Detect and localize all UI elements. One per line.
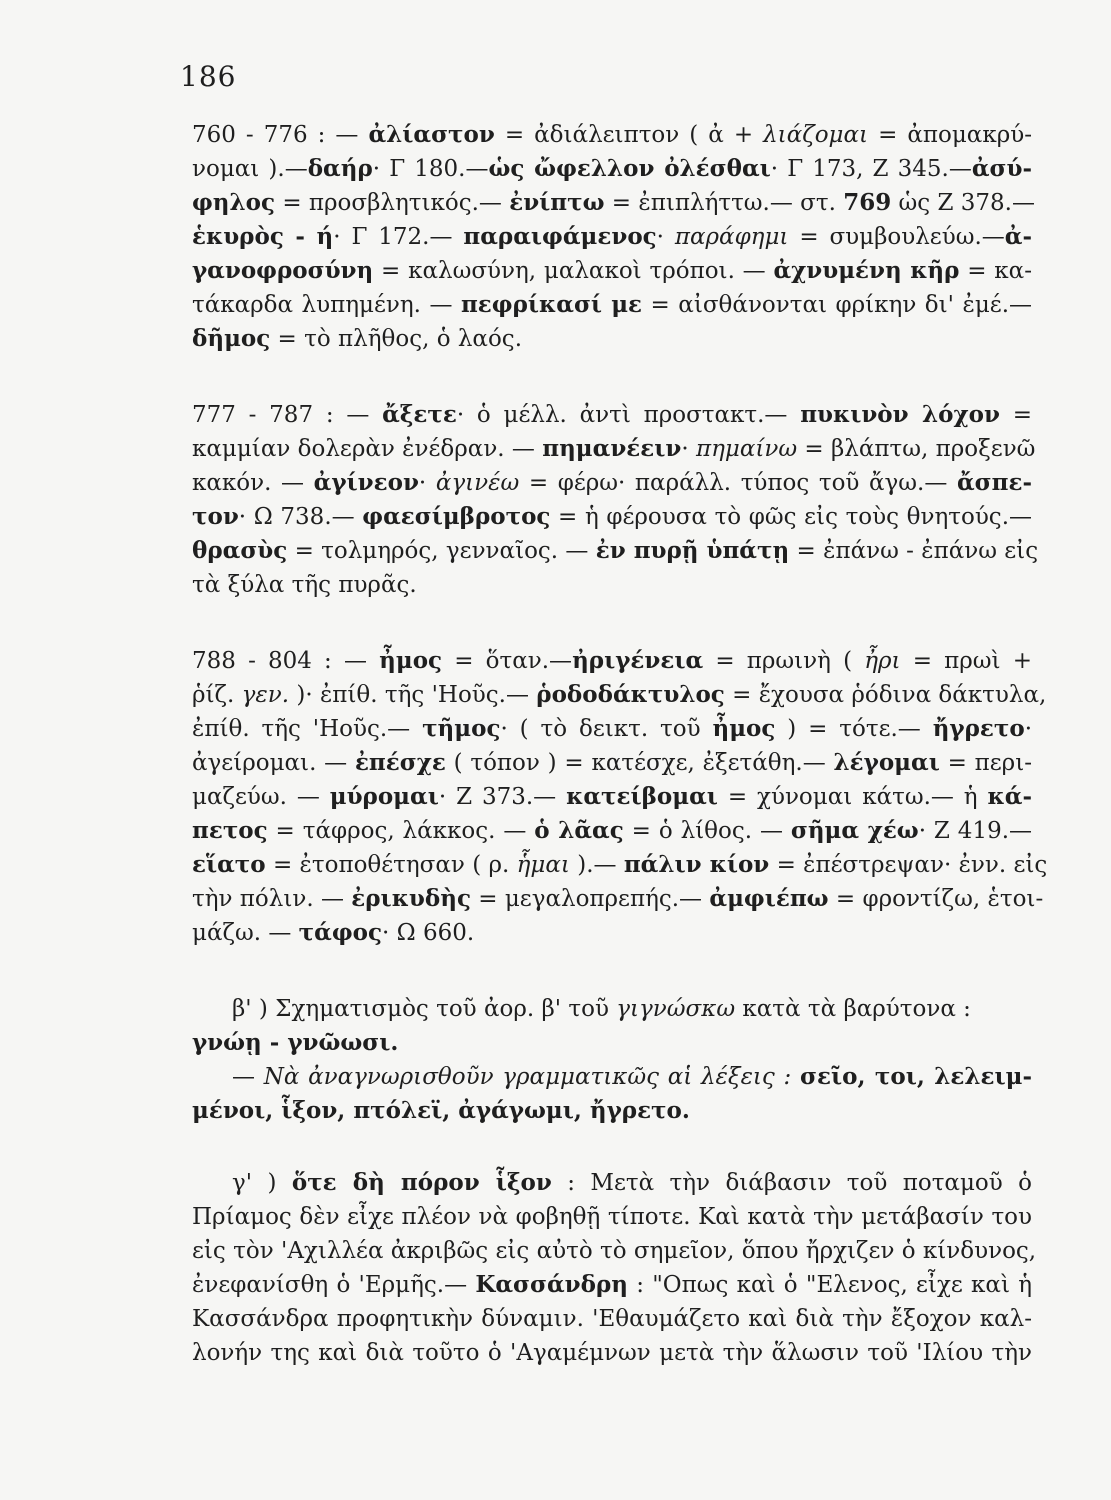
bold-term: σῆμα χέω	[790, 817, 919, 844]
text-line: Πρίαμος δὲν εἶχε πλέον νὰ φοβηθῇ τίποτε. Καὶ κατὰ τὴν μετάβασίν του	[192, 1204, 1032, 1230]
text-line: — Νὰ ἀναγνωρισθοῦν γραμματικῶς αἱ λέξεις : σεῖο, τοι, λελειμ-	[232, 1063, 1032, 1090]
section-777-787	[192, 398, 1039, 602]
text-line: καμμίαν δολερὰν ἐνέδραν. — πημανέειν· πημαίνω = βλάπτω, προξενῶ	[192, 435, 1036, 462]
bold-term: μένοι, ἷξον, πτόλεϊ, ἀγάγωμι, ἤγρετο.	[192, 1097, 690, 1124]
section-788-804	[192, 644, 1048, 950]
italic-term: ἧμαι	[516, 852, 570, 878]
bold-term: ὡς ὤφελλον ὀλέσθαι	[488, 155, 771, 182]
bold-term: ἐνίπτω	[509, 189, 605, 216]
bold-term: ἀλίαστον	[368, 121, 495, 148]
text-line: ῥίζ. γεν. )· ἐπίθ. τῆς 'Ηοῦς.— ῥοδοδάκτυλος = ἔχουσα ῥόδινα δάκτυλα,	[192, 681, 1047, 708]
bold-term: ἦμος	[379, 647, 443, 674]
bold-term: εἵατο	[192, 851, 266, 878]
italic-term: Νὰ ἀναγνωρισθοῦν γραμματικῶς αἱ λέξεις :	[263, 1064, 792, 1090]
bold-term: ἀχνυμένη κῆρ	[773, 257, 960, 284]
italic-term: γιγνώσκω	[616, 996, 736, 1022]
verse-range: 788 - 804 :	[192, 648, 344, 674]
page-number: 186	[180, 60, 237, 93]
bold-term: γνώῃ - γνῶωσι.	[192, 1029, 399, 1056]
text-line: νομαι ).—δαήρ· Γ 180.—ὡς ὤφελλον ὀλέσθαι· Γ 173, Ζ 345.—ἀσύ-	[192, 155, 1033, 182]
text-line: φηλος = προσβλητικός.— ἐνίπτω = ἐπιπλήττω.— στ. 769 ὡς Ζ 378.—	[192, 189, 1035, 216]
bold-term: ὅτε δὴ πόρον ἷξον	[291, 1169, 552, 1196]
italic-term: παράφημι	[674, 224, 789, 250]
bold-term: φαεσίμβροτος	[362, 503, 551, 530]
bold-term: ὁ λᾶας	[534, 817, 624, 844]
bold-term: ἀμφιέπω	[709, 885, 829, 912]
bold-term: ἦμος	[712, 715, 776, 742]
bold-term: ἐν πυρῇ ὑπάτῃ	[595, 537, 790, 564]
text-line: εἵατο = ἐτοποθέτησαν ( ρ. ἧμαι ).— πάλιν κίον = ἐπέστρεψαν· ἐνν. εἰς	[192, 851, 1048, 878]
text-line: β' ) Σχηματισμὸς τοῦ ἀορ. β' τοῦ γιγνώσκω κατὰ τὰ βαρύτονα :	[232, 996, 971, 1022]
bold-term: πεφρίκασί με	[460, 291, 643, 318]
italic-term: ἦρι	[864, 648, 901, 674]
text-line: τάκαρδα λυπημένη. — πεφρίκασί με = αἰσθάνονται φρίκην δι' ἐμέ.—	[192, 291, 1033, 318]
verse-range: 760 - 776 :	[192, 122, 336, 148]
bold-term: ῥοδοδάκτυλος	[536, 681, 725, 708]
bold-term: φηλος	[192, 189, 276, 216]
bold-term: κά-	[987, 783, 1032, 810]
bold-term: ἄξετε	[382, 401, 457, 428]
text-line: τὰ ξύλα τῆς πυρᾶς.	[192, 572, 417, 598]
bold-term: ἀ-	[1004, 223, 1033, 250]
bold-term: γανοφροσύνη	[192, 257, 374, 284]
verse-range: 777 - 787 :	[192, 402, 347, 428]
text-line: ἐνεφανίσθη ὁ 'Ερμῆς.— Κασσάνδρη : "Οπως καὶ ὁ "Ελενος, εἶχε καὶ ἡ	[192, 1271, 1032, 1298]
bold-term: ἄσπε-	[956, 469, 1033, 496]
text-line: Κασσάνδρα προφητικὴν δύναμιν. 'Εθαυμάζετο καὶ διὰ τὴν ἔξοχον καλ-	[192, 1306, 1032, 1332]
bold-term: ἐρικυδὴς	[351, 885, 471, 912]
section-760-776	[192, 118, 1035, 356]
bold-term: ἑκυρὸς - ή	[192, 223, 334, 250]
text-line: λονήν της καὶ διὰ τοῦτο ὁ 'Αγαμέμνων μετὰ τὴν ἅλωσιν τοῦ 'Ιλίου τὴν	[192, 1340, 1032, 1366]
bold-term: ἐπέσχε	[354, 749, 446, 776]
text-line: δῆμος = τὸ πλῆθος, ὁ λαός.	[192, 325, 523, 352]
bold-term: δαήρ	[307, 155, 373, 182]
section-beta	[192, 992, 1032, 1128]
text-line: ἑκυρὸς - ή· Γ 172.— παραιφάμενος· παράφημι = συμβουλεύω.—ἀ-	[192, 223, 1033, 250]
text-line: εἰς τὸν 'Αχιλλέα ἀκριβῶς εἰς αὐτὸ τὸ σημεῖον, ὅπου ἤρχιζεν ὁ κίνδυνος,	[192, 1238, 1037, 1264]
text-line: ἀγείρομαι. — ἐπέσχε ( τόπον ) = κατέσχε, ἐξετάθη.— λέγομαι = περι-	[192, 749, 1032, 776]
bold-term: ἀσύ-	[971, 155, 1033, 182]
bold-term: πυκινὸν λόχον	[800, 401, 1000, 428]
bold-term: πετος	[192, 817, 268, 844]
section-gamma	[192, 1166, 1037, 1370]
bold-term: Κασσάνδρη	[475, 1271, 628, 1298]
bold-term: τῆμος	[422, 715, 501, 742]
bold-term: θρασὺς	[192, 537, 288, 564]
text-line: γ' ) ὅτε δὴ πόρον ἷξον : Μετὰ τὴν διάβασιν τοῦ ποταμοῦ ὁ	[232, 1169, 1032, 1196]
text-line: 760 - 776 : — ἀλίαστον = ἀδιάλειπτον ( ἀ + λιάζομαι = ἀπομακρύ-	[192, 121, 1032, 148]
text-line: πετος = τάφρος, λάκκος. — ὁ λᾶας = ὁ λίθος. — σῆμα χέω· Ζ 419.—	[192, 817, 1033, 844]
text-line: 777 - 787 : — ἄξετε· ὁ μέλλ. ἀντὶ προστακτ.— πυκινὸν λόχον =	[192, 401, 1032, 428]
text-line: τὴν πόλιν. — ἐρικυδὴς = μεγαλοπρεπής.— ἀμφιέπω = φροντίζω, ἑτοι-	[192, 885, 1044, 912]
italic-term: λιάζομαι	[763, 122, 869, 148]
bold-term: δῆμος	[192, 325, 271, 352]
bold-term: ἤγρετο	[932, 715, 1025, 742]
text-line	[192, 1094, 1032, 1128]
text-line: μάζω. — τάφος· Ω 660.	[192, 919, 475, 946]
text-line: θρασὺς = τολμηρός, γενναῖος. — ἐν πυρῇ ὑπάτῃ = ἐπάνω - ἐπάνω εἰς	[192, 537, 1039, 564]
bold-term: ἠριγένεια	[572, 647, 704, 674]
bold-term: λέγομαι	[833, 749, 940, 776]
bold-term: σεῖο, τοι, λελειμ-	[800, 1063, 1032, 1090]
text-line: 788 - 804 : — ἦμος = ὅταν.—ἠριγένεια = πρωινὴ ( ἦρι = πρωὶ +	[192, 647, 1033, 674]
text-line: κακόν. — ἀγίνεον· ἀγινέω = φέρω· παράλλ. τύπος τοῦ ἄγω.— ἄσπε-	[192, 469, 1033, 496]
text-line: τον· Ω 738.— φαεσίμβροτος = ἡ φέρουσα τὸ φῶς εἰς τοὺς θνητούς.—	[192, 503, 1033, 530]
bold-term: ἀγίνεον	[313, 469, 419, 496]
bold-term: 769	[843, 189, 892, 216]
bold-term: πάλιν κίον	[623, 851, 770, 878]
bold-term: πημανέειν	[542, 435, 682, 462]
italic-term: πημαίνω	[695, 436, 798, 462]
bold-term: μύρομαι	[329, 783, 439, 810]
bold-term: τάφος	[298, 919, 382, 946]
bold-term: παραιφάμενος	[463, 223, 657, 250]
text-line: μαζεύω. — μύρομαι· Ζ 373.— κατείβομαι = χύνομαι κάτω.— ἡ κά-	[192, 783, 1032, 810]
text-line	[192, 1026, 1032, 1060]
text-line: γανοφροσύνη = καλωσύνη, μαλακοὶ τρόποι. — ἀχνυμένη κῆρ = κα-	[192, 257, 1032, 284]
bold-term: κατείβομαι	[566, 783, 718, 810]
italic-term: ἀγινέω	[435, 470, 520, 496]
bold-term: τον	[192, 503, 239, 530]
italic-term: γεν.	[241, 682, 290, 708]
text-line: ἐπίθ. τῆς 'Ηοῦς.— τῆμος· ( τὸ δεικτ. τοῦ ἦμος ) = τότε.— ἤγρετο·	[192, 715, 1033, 742]
